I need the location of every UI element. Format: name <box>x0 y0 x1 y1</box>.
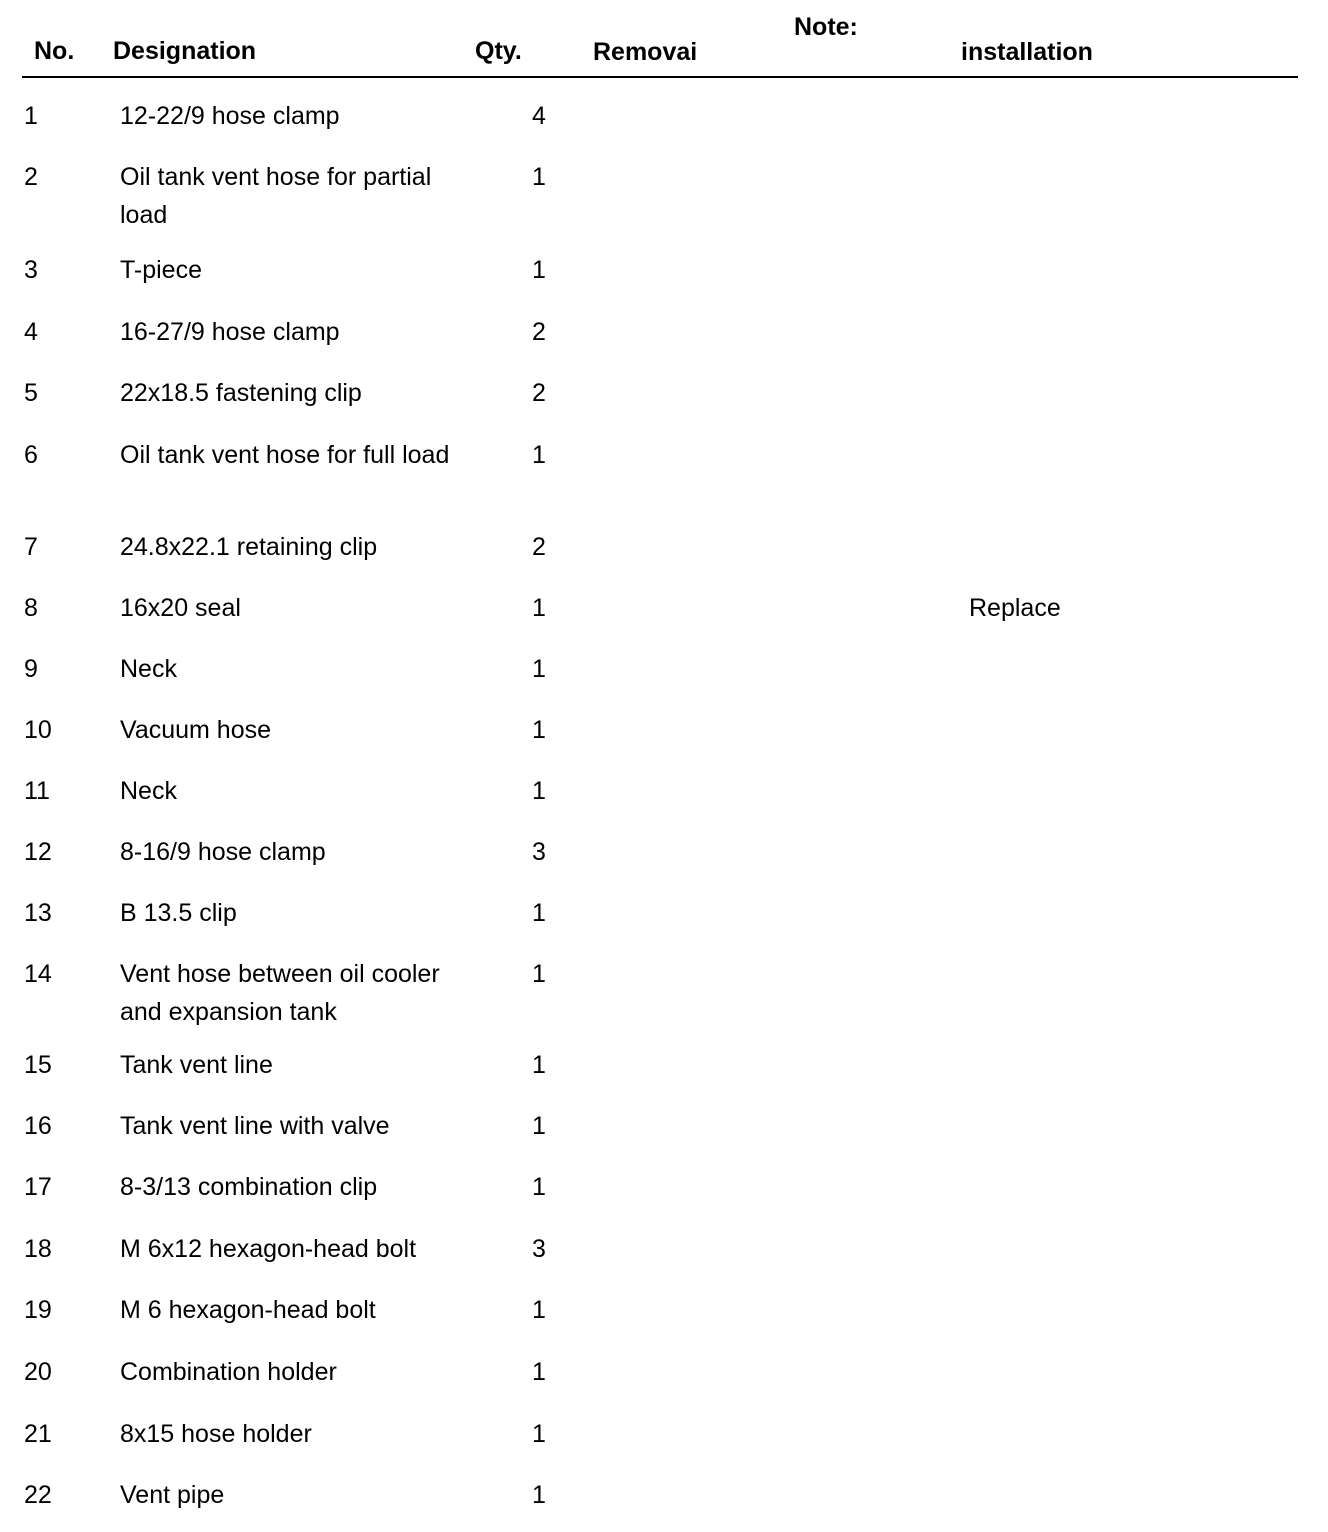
row-no: 8 <box>24 594 38 622</box>
row-no: 16 <box>24 1112 52 1140</box>
row-qty: 1 <box>532 1358 546 1386</box>
header-note: Note: <box>794 13 858 41</box>
row-qty: 1 <box>532 899 546 927</box>
row-designation: B 13.5 clip <box>120 899 237 927</box>
row-designation: Vacuum hose <box>120 716 272 744</box>
row-no: 11 <box>24 777 50 805</box>
row-designation: Neck <box>120 777 177 805</box>
row-no: 17 <box>24 1173 52 1201</box>
row-designation: M 6x12 hexagon-head bolt <box>120 1235 417 1263</box>
row-qty: 1 <box>532 1112 546 1140</box>
row-no: 9 <box>24 655 38 683</box>
row-designation: Vent pipe <box>120 1481 225 1509</box>
row-installation: Replace <box>969 594 1061 622</box>
row-no: 5 <box>24 379 38 407</box>
header-designation: Designation <box>113 37 257 65</box>
row-qty: 2 <box>532 533 546 561</box>
row-qty: 4 <box>532 102 546 130</box>
row-qty: 1 <box>532 1296 546 1324</box>
row-designation: Tank vent line <box>120 1051 273 1079</box>
row-no: 14 <box>24 960 52 988</box>
row-designation: 8x15 hose holder <box>120 1420 312 1448</box>
row-no: 20 <box>24 1358 52 1386</box>
row-qty: 1 <box>532 594 546 622</box>
row-no: 6 <box>24 441 38 469</box>
row-no: 15 <box>24 1051 52 1079</box>
row-qty: 1 <box>532 256 546 284</box>
row-no: 10 <box>24 716 52 744</box>
row-qty: 1 <box>532 716 546 744</box>
header-installation: installation <box>961 38 1093 66</box>
row-no: 18 <box>24 1235 52 1263</box>
row-qty: 1 <box>532 441 546 469</box>
row-qty: 2 <box>532 318 546 346</box>
row-no: 22 <box>24 1481 52 1509</box>
row-no: 21 <box>24 1420 52 1448</box>
row-qty: 1 <box>532 163 546 191</box>
row-designation: 24.8x22.1 retaining clip <box>120 533 378 561</box>
row-no: 12 <box>24 838 52 866</box>
row-qty: 1 <box>532 1051 546 1079</box>
row-no: 19 <box>24 1296 52 1324</box>
row-designation: 16x20 seal <box>120 594 241 622</box>
row-qty: 1 <box>532 1420 546 1448</box>
row-designation: Combination holder <box>120 1358 337 1386</box>
row-qty: 1 <box>532 960 546 988</box>
row-no: 13 <box>24 899 52 927</box>
row-designation: T-piece <box>120 256 202 284</box>
row-designation: 16-27/9 hose clamp <box>120 318 340 346</box>
row-no: 3 <box>24 256 38 284</box>
row-no: 7 <box>24 533 38 561</box>
header-divider <box>22 76 1298 78</box>
row-designation: Oil tank vent hose for partial load <box>120 163 432 229</box>
row-designation: Neck <box>120 655 177 683</box>
row-designation: Oil tank vent hose for full load <box>120 441 450 469</box>
row-designation: Vent hose between oil cooler and expansion tank <box>120 960 440 1026</box>
row-designation: Tank vent line with valve <box>120 1112 390 1140</box>
row-qty: 1 <box>532 777 546 805</box>
header-no: No. <box>34 37 75 65</box>
row-designation: M 6 hexagon-head bolt <box>120 1296 376 1324</box>
header-qty: Qty. <box>475 37 522 65</box>
row-no: 4 <box>24 318 38 346</box>
row-designation: 12-22/9 hose clamp <box>120 102 340 130</box>
row-designation: 8-3/13 combination clip <box>120 1173 378 1201</box>
header-removal: Removai <box>593 38 698 66</box>
row-designation: 22x18.5 fastening clip <box>120 379 362 407</box>
row-qty: 1 <box>532 1481 546 1509</box>
row-qty: 3 <box>532 838 546 866</box>
row-qty: 2 <box>532 379 546 407</box>
row-qty: 1 <box>532 655 546 683</box>
row-qty: 1 <box>532 1173 546 1201</box>
row-no: 2 <box>24 163 38 191</box>
row-qty: 3 <box>532 1235 546 1263</box>
row-designation: 8-16/9 hose clamp <box>120 838 326 866</box>
row-no: 1 <box>24 102 38 130</box>
